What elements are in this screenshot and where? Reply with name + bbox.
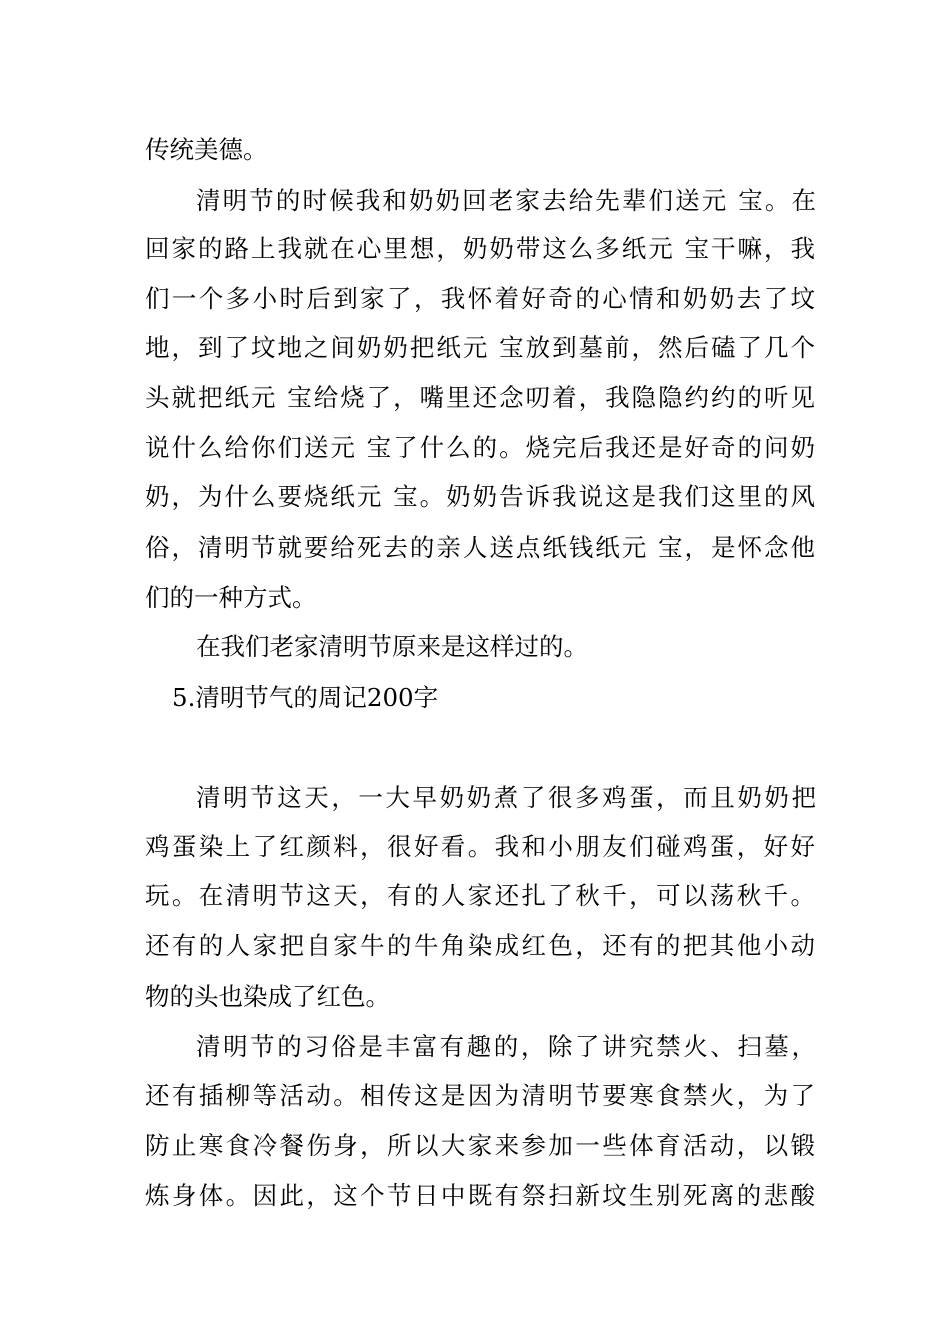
text-line: 清明节这天，一大早奶奶煮了很多鸡蛋，而且奶奶把 <box>196 783 816 812</box>
text-line: 还有插柳等活动。相传这是因为清明节要寒食禁火，为了 <box>145 1081 815 1110</box>
text-line: 地，到了坟地之间奶奶把纸元 宝放到墓前，然后磕了几个 <box>145 333 815 362</box>
text-line: 还有的人家把自家牛的牛角染成红色，还有的把其他小动 <box>145 931 815 960</box>
text-line: 们一个多小时后到家了，我怀着好奇的心情和奶奶去了坟 <box>145 284 815 313</box>
text-line: 物的头也染成了红色。 <box>145 982 390 1011</box>
text-line: 玩。在清明节这天，有的人家还扎了秋千，可以荡秋千。 <box>145 881 815 910</box>
text-line: 在我们老家清明节原来是这样过的。 <box>196 632 588 661</box>
section-heading: 5.清明节气的周记200字 <box>172 683 439 712</box>
text-line: 奶，为什么要烧纸元 宝。奶奶告诉我说这是我们这里的风 <box>145 482 815 511</box>
text-line: 炼身体。因此，这个节日中既有祭扫新坟生别死离的悲酸 <box>145 1181 815 1210</box>
text-line: 俗，清明节就要给死去的亲人送点纸钱纸元 宝，是怀念他 <box>145 533 815 562</box>
text-line: 们的一种方式。 <box>145 583 317 612</box>
text-line: 防止寒食冷餐伤身，所以大家来参加一些体育活动，以锻 <box>145 1131 815 1160</box>
text-line: 说什么给你们送元 宝了什么的。烧完后我还是好奇的问奶 <box>145 433 815 462</box>
text-line: 清明节的习俗是丰富有趣的，除了讲究禁火、扫墓， <box>196 1032 816 1061</box>
text-line: 清明节的时候我和奶奶回老家去给先辈们送元 宝。在 <box>196 186 816 215</box>
text-line: 鸡蛋染上了红颜料，很好看。我和小朋友们碰鸡蛋，好好 <box>145 832 815 861</box>
text-line: 头就把纸元 宝给烧了，嘴里还念叨着，我隐隐约约的听见 <box>145 383 815 412</box>
text-line: 回家的路上我就在心里想，奶奶带这么多纸元 宝干嘛，我 <box>145 234 815 263</box>
text-line: 传统美德。 <box>145 135 268 164</box>
